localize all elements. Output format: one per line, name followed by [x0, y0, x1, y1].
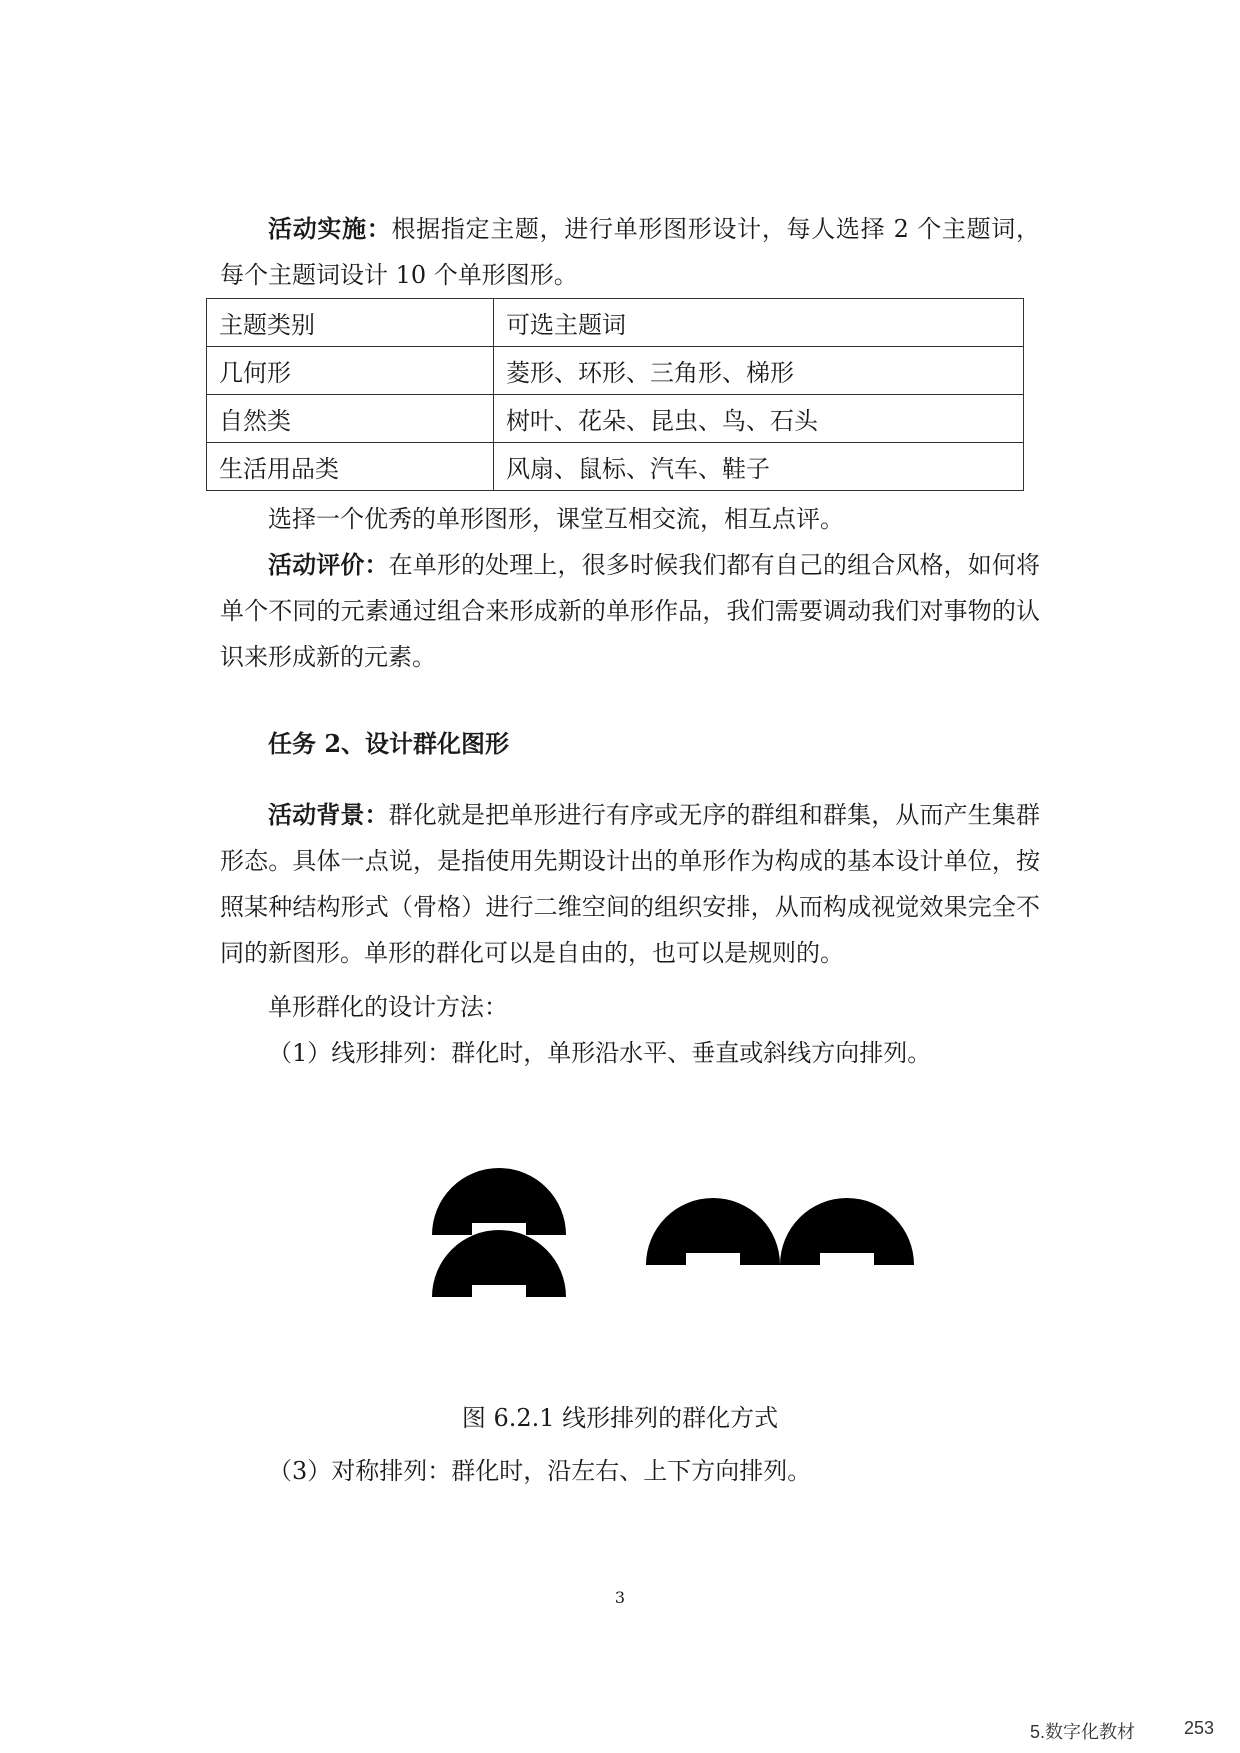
cell-topic-words: 风扇、鼠标、汽车、鞋子: [494, 443, 1024, 491]
figure-caption: 图 6.2.1 线形排列的群化方式: [461, 1404, 779, 1432]
arch-shape-stacked-top: [432, 1168, 566, 1235]
label-activity-implementation: 活动实施：: [268, 214, 392, 243]
footer-page-number: 253: [1184, 1718, 1215, 1738]
cell-category: 生活用品类: [207, 443, 494, 491]
label-activity-background: 活动背景：: [268, 800, 389, 829]
table-row: [207, 395, 1024, 443]
cell-category: 自然类: [207, 395, 494, 443]
paragraph-linear-arrangement: （1）线形排列：群化时，单形沿水平、垂直或斜线方向排列。: [268, 1039, 932, 1067]
paragraph-activity-evaluation: [220, 542, 1040, 680]
cell-topic-words: 菱形、环形、三角形、梯形: [494, 347, 1024, 395]
page-number: 3: [614, 1588, 626, 1607]
paragraph-design-methods: 单形群化的设计方法：: [268, 993, 508, 1021]
paragraph-activity-background: [220, 792, 1040, 976]
text-activity-background: 群化就是把单形进行有序或无序的群组和群集，从而产生集群形态。具体一点说，是指使用先期设计出的单形作为构成的基本设计单位，按照某种结构形式（骨格）进行二维空间的组织安排，从而构成视觉效果完全不同的新图形。单形的群化可以是自由的，也可以是规则的。: [220, 801, 1041, 967]
section-heading: 任务 2、设计群化图形: [268, 729, 510, 758]
footer-label: 5.数字化教材: [1030, 1722, 1136, 1742]
text-activity-implementation: 根据指定主题，进行单形图形设计，每人选择 2 个主题词，每个主题词设计 10 个单形图形。: [220, 215, 1041, 289]
paragraph-activity-implementation: [220, 206, 1040, 298]
cell-topic-words: 树叶、花朵、昆虫、鸟、石头: [494, 395, 1024, 443]
cell-category: 几何形: [207, 347, 494, 395]
label-activity-evaluation: 活动评价：: [268, 550, 389, 579]
arch-shape-stacked-bottom: [432, 1230, 566, 1297]
paragraph-exchange: 选择一个优秀的单形图形，课堂互相交流，相互点评。: [268, 505, 844, 533]
linear-arrangement-figure: [420, 1155, 920, 1305]
table-header-row: [207, 299, 1024, 347]
table-row: [207, 347, 1024, 395]
header-category: 主题类别: [207, 299, 494, 347]
topic-table: [206, 298, 1024, 491]
arch-shape-row-right: [780, 1198, 914, 1265]
paragraph-symmetric-arrangement: （3）对称排列：群化时，沿左右、上下方向排列。: [268, 1457, 812, 1485]
table-row: [207, 443, 1024, 491]
arch-shape-row-left: [646, 1198, 780, 1265]
header-topic-words: 可选主题词: [494, 299, 1024, 347]
text-activity-evaluation: 在单形的处理上，很多时候我们都有自己的组合风格，如何将单个不同的元素通过组合来形成新的单形作品，我们需要调动我们对事物的认识来形成新的元素。: [220, 551, 1041, 671]
